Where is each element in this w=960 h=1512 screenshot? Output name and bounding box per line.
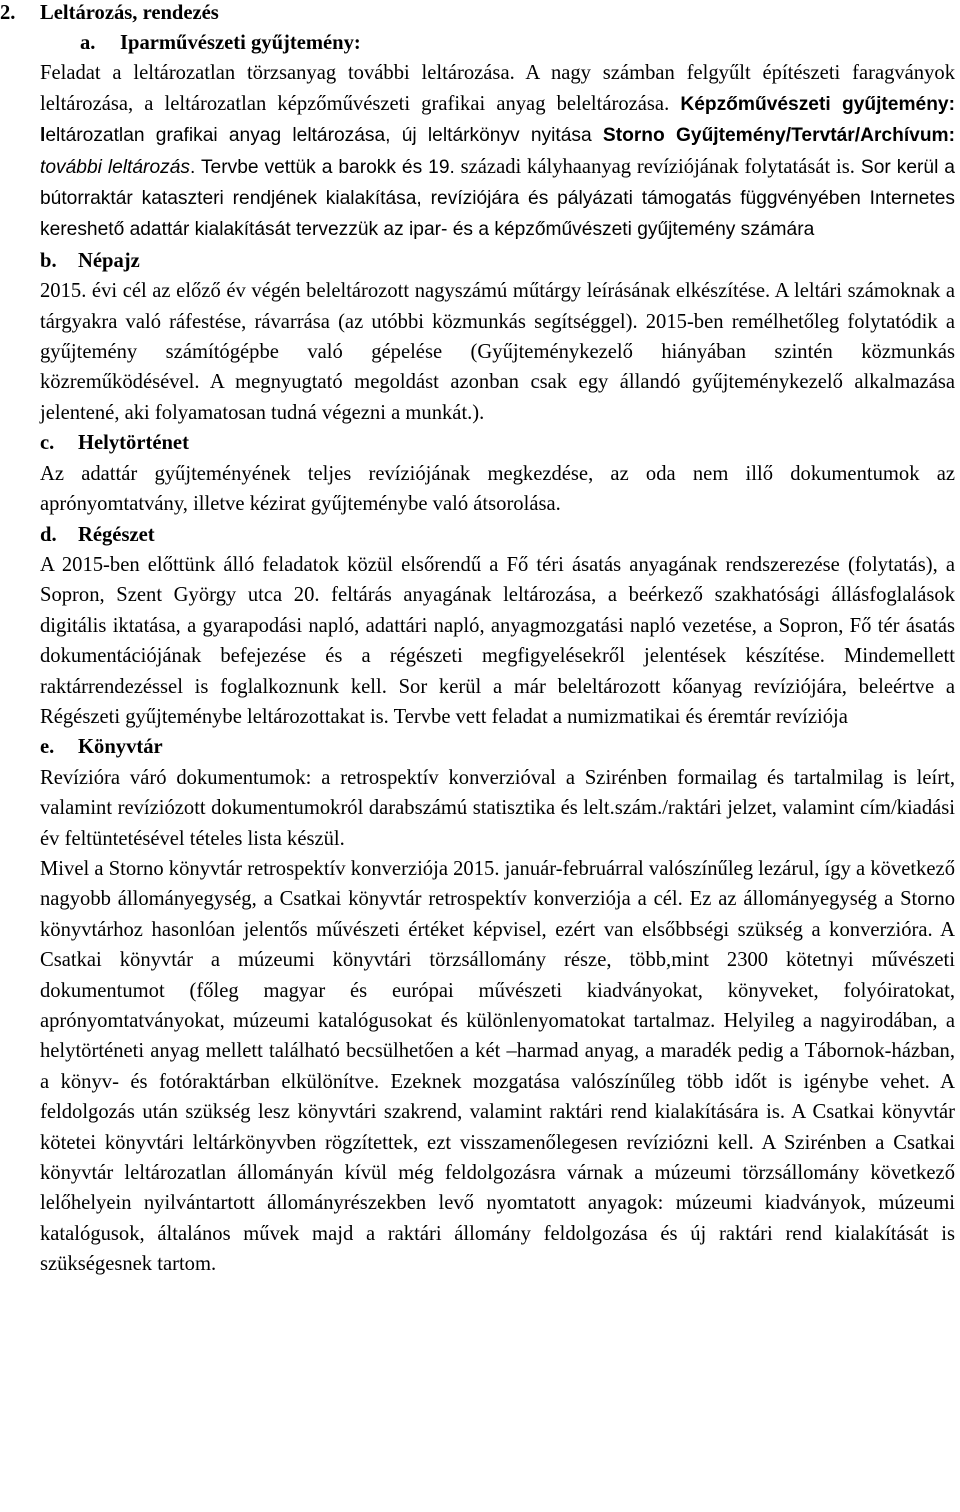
- document-body: [40, 28, 955, 1280]
- section-title: Leltározás, rendezés: [40, 2, 219, 24]
- subsection-c-paragraph: Az adattár gyűjteményének teljes revíziójának megkezdése, az oda nem illő dokumentumok az aprónyomtatvány, illetve kézirat gyűjteménybe való átsorolása.: [40, 462, 955, 516]
- subsection-c-heading: [40, 428, 955, 458]
- subsection-e-paragraph-2: Mivel a Storno könyvtár retrospektív konverziója 2015. január-februárral valószínűleg lezárul, így a következő nagyobb állományegység, a Csatkai könyvtár retrospektív konverziója a cél. Ez az állományegység a Storno könyvtárhoz hasonlóan jelentős művészeti értéket képvisel, ezért van elsőbbségi szükség a konverzióra. A Csatkai könyvtár a múzeumi könyvtári törzsállomány része, több,mint 2300 kötetnyi művészeti dokumentumot (főleg magyar és európai művészeti kiadványokat, könyveket, folyóiratokat, aprónyomtatványokat, múzeumi katalógusokat és különlenyomatokat tartalmaz. Helyileg a nagyirodában, a helytörténeti anyag mellett található becsülhetően a két –harmad anyag, a maradék pedig a Tábornok-házban, a könyv- és fotóraktárban elkülönítve. Ezeknek mozgatása valószínűleg több időt is igénybe vehet. A feldolgozás után szükség lesz könyvtári szakrend, valamint raktári rend kialakítására is. A Csatkai könyvtár kötetei könyvtári leltárkönyvben rögzítettek, ezt visszamenőlegesen revíziózni kell. A Szirénben a Csatkai könyvtár leltározatlan állományán kívül még feldolgozásra várnak a múzeumi törzsállomány következő lelőhelyein nyilvántartott állományrészekben levő nyomtatott anyagok: múzeumi kiadványok, múzeumi katalógusok, általános művek majd a raktári állomány feldolgozása és új raktári rend kialakítását is szükségesnek tartom.: [40, 857, 955, 1276]
- subsection-d-title: Régészet: [78, 523, 155, 546]
- subsection-b-letter: b.: [40, 249, 57, 272]
- subsection-c-title: Helytörténet: [78, 432, 189, 455]
- subsection-a-tail-sans: Tervbe vettük a barokk és 19.: [195, 156, 455, 178]
- subsection-e-heading: [40, 732, 955, 762]
- subsection-a-tail-serif: századi kályhaanyag revíziójának folytatását is.: [454, 155, 855, 178]
- subsection-e-letter: e.: [40, 736, 55, 759]
- section-number: 2.: [0, 2, 16, 24]
- subsection-c-letter: c.: [40, 432, 55, 455]
- subsection-a-text: Feladat a leltározatlan törzsanyag további leltározása. A nagy számban felgyűlt építészeti faragványok leltározása, a leltározatlan képzőművészeti grafikai anyag beleltározása.: [40, 62, 955, 115]
- subsection-a-paragraph: [40, 58, 955, 245]
- subsection-a-heading: [80, 28, 955, 58]
- subsection-a-label-storno: Storno Gyűjtemény/Tervtár/Archívum:: [602, 125, 955, 147]
- section-heading: [0, 0, 219, 28]
- subsection-a-tail-sans2: Sor kerül a bútorraktár kataszteri rendjének kialakítása, revíziójára és pályázati támogatás függvényében Internetes kereshető adattár kialakítását tervezzük az ipar- és a képzőművészeti gyűjtemény számára: [40, 156, 955, 241]
- subsection-a-text-italic: további leltározás: [40, 156, 190, 178]
- subsection-a-text-cont: eltározatlan grafikai anyag leltározása, új leltárkönyv nyitása: [45, 125, 603, 147]
- subsection-a-label-kepzo: Képzőművészeti gyűjtemény: l: [40, 93, 955, 147]
- subsection-b-heading: [40, 246, 955, 276]
- subsection-e-title: Könyvtár: [78, 736, 163, 759]
- subsection-a-title: Iparművészeti gyűjtemény:: [120, 32, 361, 54]
- subsection-d-paragraph: A 2015-ben előttünk álló feladatok közül elsőrendű a Fő téri ásatás anyagának rendszerezése (folytatás), a Sopron, Szent György utca 20. feltárás anyagának leltározása, a beérkező szakhatósági állásfoglalások digitális iktatása, a gyarapodási napló, adattári napló, anyagmozgatási napló vezetése, a Sopron, Fő tér ásatás dokumentációjának befejezése és a régészeti megfigyelésekről jelentések készítése. Mindemellett raktárrendezéssel is foglalkoznunk kell. Sor kerül a már beleltározott kőanyag revíziójára, beleértve a Régészeti gyűjteménybe leltározottakat is. Tervbe vett feladat a numizmatikai és éremtár revíziója: [40, 553, 955, 728]
- subsection-a-dot: .: [189, 156, 196, 178]
- subsection-b-title: Népajz: [78, 249, 140, 272]
- subsection-d-heading: [40, 520, 955, 550]
- subsection-d-letter: d.: [40, 523, 57, 546]
- subsection-b-paragraph: 2015. évi cél az előző év végén beleltározott nagyszámú műtárgy leírásának elkészítése. A leltári számoknak a tárgyakra való ráfestése, rávarrása (az utóbbi közmunkás segítséggel). 2015-ben remélhetőleg folytatódik a gyűjtemény számítógépbe való gépelése (Gyűjteménykezelő hiányában szintén közmunkás közreműködésével. A megnyugtató megoldást azonban csak egy állandó gyűjteménykezelő alkalmazása jelentené, aki folyamatosan tudná végezni a munkát.).: [40, 280, 955, 424]
- subsection-a-letter: a.: [80, 32, 96, 54]
- subsection-e-paragraph-1: Revízióra váró dokumentumok: a retrospektív konverzióval a Szirénben formailag és tartalmilag is leírt, valamint revíziózott dokumentumokról darabszámú statisztika és lelt.szám./raktári jelzet, valamint cím/kiadási év feltüntetésével tételes lista készül.: [40, 766, 955, 850]
